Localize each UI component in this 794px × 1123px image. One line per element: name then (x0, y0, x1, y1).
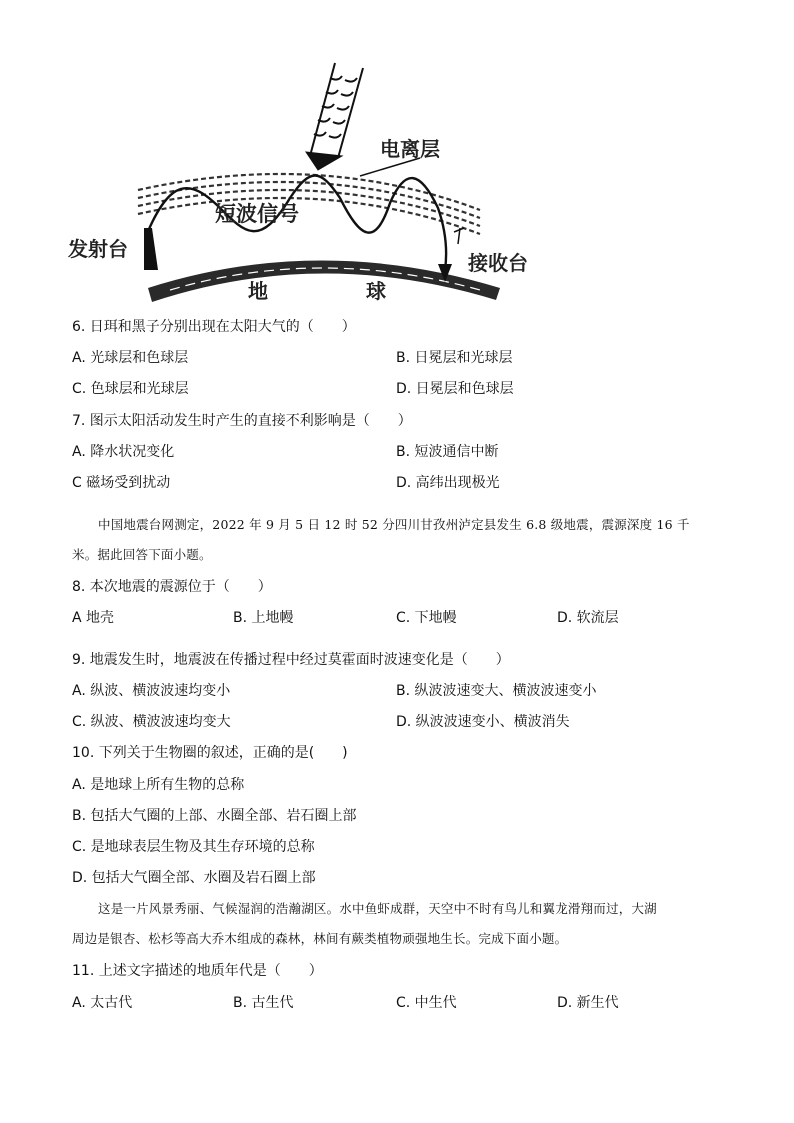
passage-earthquake (72, 510, 722, 570)
passage-lake-line-2: 周边是银杏、松杉等高大乔木组成的森林，林间有蕨类植物顽强地生长。完成下面小题。 (72, 931, 568, 946)
passage-earthquake-line-1: 中国地震台网测定，2022 年 9 月 5 日 12 时 52 分四川甘孜州泸定县发生 6.8 级地震，震源深度 16 千 (98, 517, 690, 532)
q6-option-b: B. 日冕层和光球层 (396, 350, 513, 366)
q7-stem: 7. 图示太阳活动发生时产生的直接不利影响是（ ） (72, 413, 412, 429)
receiver-label: 接收台 (468, 251, 528, 275)
earth-label-2: 球 (366, 279, 386, 303)
q9-stem: 9. 地震发生时，地震波在传播过程中经过莫霍面时波速变化是（ ） (72, 652, 510, 668)
passage-lake (72, 894, 722, 954)
q10-option-d: D. 包括大气圈全部、水圈及岩石圈上部 (72, 870, 316, 886)
q11-option-d: D. 新生代 (557, 995, 619, 1011)
q7-option-c: C 磁场受到扰动 (72, 475, 171, 491)
q10-option-b: B. 包括大气圈的上部、水圈全部、岩石圈上部 (72, 808, 357, 824)
q11-option-a: A. 太古代 (72, 995, 133, 1011)
q8-option-a: A 地壳 (72, 610, 115, 626)
transmitter-label: 发射台 (68, 237, 128, 261)
q9-option-b: B. 纵波波速变大、横波波速变小 (396, 683, 597, 699)
q7-option-a: A. 降水状况变化 (72, 444, 175, 460)
earth-label-1: 地 (248, 279, 268, 303)
q10-option-c: C. 是地球表层生物及其生存环境的总称 (72, 839, 315, 855)
q8-stem: 8. 本次地震的震源位于（ ） (72, 579, 272, 595)
q9-option-a: A. 纵波、横波波速均变小 (72, 683, 231, 699)
q7-option-b: B. 短波通信中断 (396, 444, 499, 460)
q11-stem: 11. 上述文字描述的地质年代是（ ） (72, 963, 323, 979)
q11-option-c: C. 中生代 (396, 995, 457, 1011)
q10-stem: 10. 下列关于生物圈的叙述，正确的是( ) (72, 745, 348, 761)
q11-option-b: B. 古生代 (233, 995, 294, 1011)
q9-option-d: D. 纵波波速变小、横波消失 (396, 714, 570, 730)
q10-option-a: A. 是地球上所有生物的总称 (72, 777, 245, 793)
signal-label: 短波信号 (215, 201, 299, 226)
receiver-mark (454, 228, 464, 244)
q8-option-b: B. 上地幔 (233, 610, 294, 626)
q8-option-c: C. 下地幔 (396, 610, 457, 626)
ionosphere-label: 电离层 (380, 137, 440, 161)
q6-option-c: C. 色球层和光球层 (72, 381, 189, 397)
q6-option-d: D. 日冕层和色球层 (396, 381, 514, 397)
q9-option-c: C. 纵波、横波波速均变大 (72, 714, 231, 730)
ionosphere-diagram-svg (60, 58, 560, 310)
passage-earthquake-line-2: 米。据此回答下面小题。 (72, 547, 212, 562)
passage-lake-line-1: 这是一片风景秀丽、气候湿润的浩瀚湖区。水中鱼虾成群，天空中不时有鸟儿和翼龙滑翔而过，大湖 (98, 901, 657, 916)
ionosphere-band (138, 174, 480, 234)
q6-stem: 6. 日珥和黑子分别出现在太阳大气的（ ） (72, 319, 356, 335)
ionosphere-diagram (60, 58, 560, 310)
q7-option-d: D. 高纬出现极光 (396, 475, 500, 491)
solar-radiation-arrow (306, 63, 363, 170)
q8-option-d: D. 软流层 (557, 610, 619, 626)
q6-option-a: A. 光球层和色球层 (72, 350, 189, 366)
